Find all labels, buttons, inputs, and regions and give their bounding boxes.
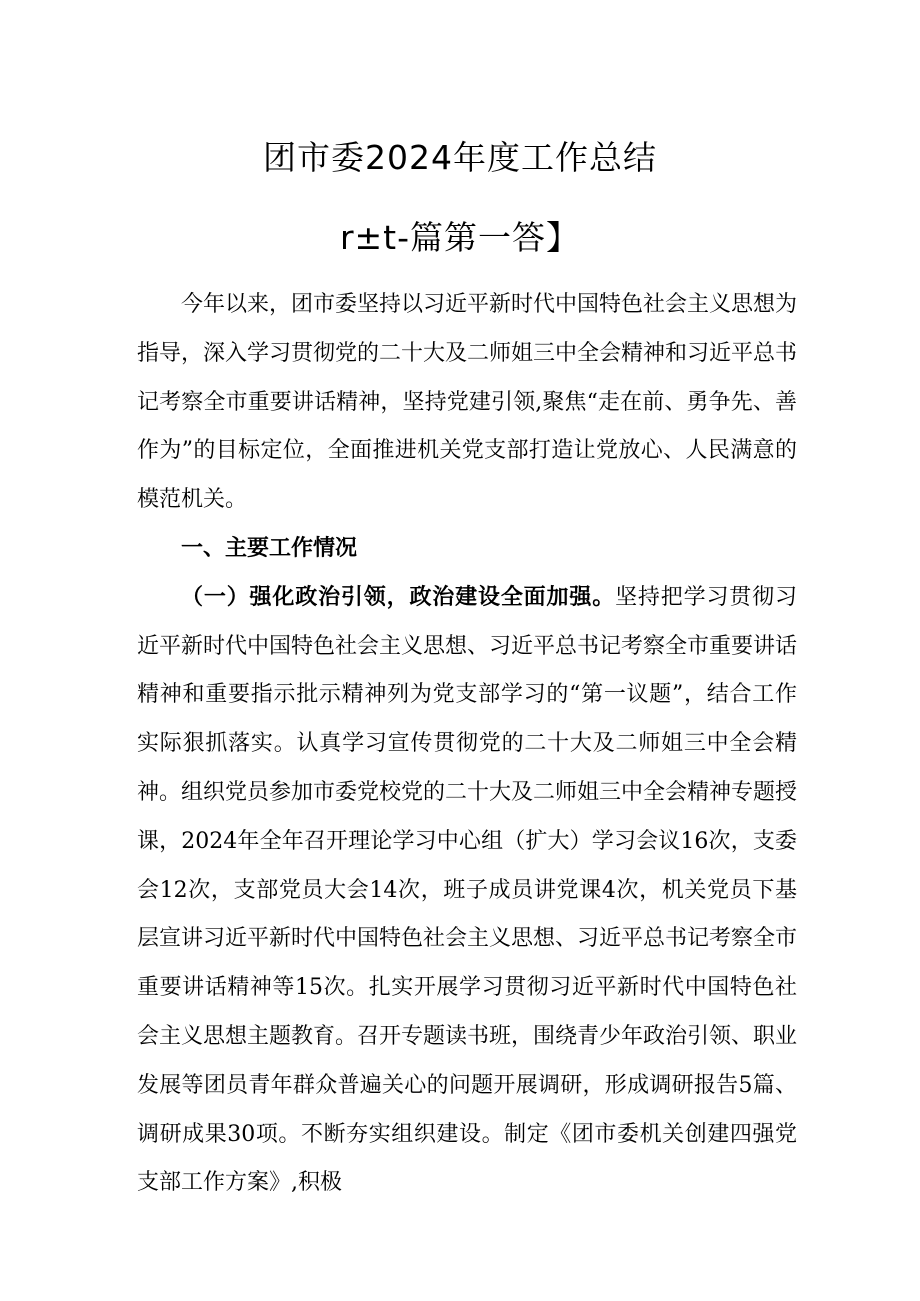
section-heading: 一、主要工作情况 xyxy=(181,535,358,561)
subsection-paragraph xyxy=(137,574,797,1208)
subsection-lead: （一）强化政治引领，政治建设全面加强。 xyxy=(181,584,616,610)
subsection-body: 坚持把学习贯彻习近平新时代中国特色社会主义思想、习近平总书记考察全市重要讲话精神和重要指示批示精神列为党支部学习的“第一议题”，结合工作实际狠抓落实。认真学习宣传贯彻党的二十大及二师姐三中全会精神。组织党员参加市委党校党的二十大及二师姐三中全会精神专题授课，2024年全年召开理论学习中心组（扩大）学习会议16次，支委会12次，支部党员大会14次，班子成员讲党课4次，机关党员下基层宣讲习近平新时代中国特色社会主义思想、习近平总书记考察全市重要讲话精神等15次。扎实开展学习贯彻习近平新时代中国特色社会主义思想主题教育。召开专题读书班，围绕青少年政治引领、职业发展等团员青年群众普遍关心的问题开展调研，形成调研报告5篇、调研成果30项。不断夯实组织建设。制定《团市委机关创建四强党支部工作方案》,积极 xyxy=(137,584,798,1196)
document-body xyxy=(137,281,797,1208)
intro-paragraph: 今年以来，团市委坚持以习近平新时代中国特色社会主义思想为指导，深入学习贯彻党的二十大及二师姐三中全会精神和习近平总书记考察全市重要讲话精神，坚持党建引领,聚焦“走在前、勇争先、善作为”的目标定位，全面推进机关党支部打造让党放心、人民满意的模范机关。 xyxy=(137,292,798,513)
document-title: 团市委2024年度工作总结 xyxy=(263,138,657,177)
document-subtitle: r±t-篇第一答】 xyxy=(339,218,581,257)
